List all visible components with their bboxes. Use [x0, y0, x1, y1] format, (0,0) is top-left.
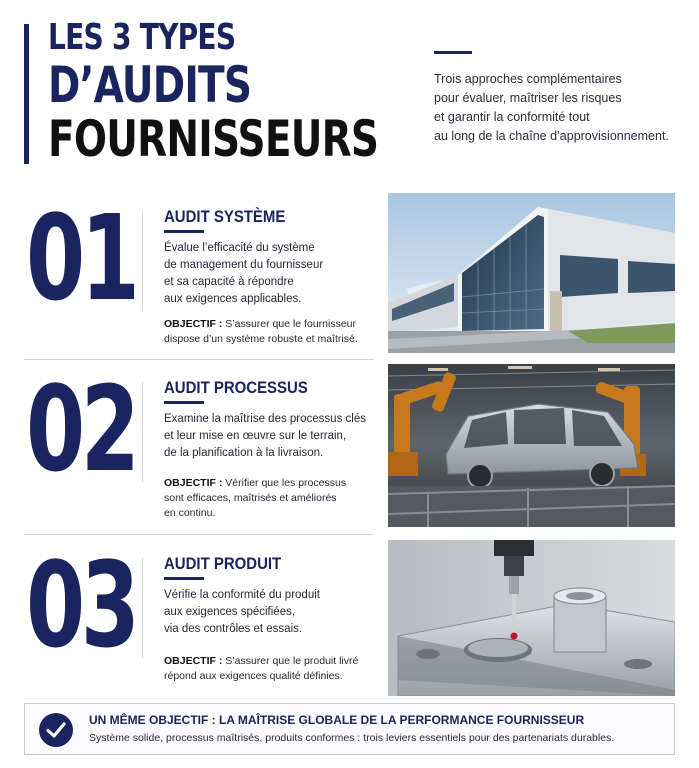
- section-title-rule: [164, 230, 204, 233]
- description-line: de management du fournisseur: [164, 259, 324, 271]
- section-title-rule: [164, 577, 204, 580]
- section-objective: [164, 476, 379, 521]
- objective-line: S’assurer que le produit livré: [225, 655, 359, 667]
- intro-line: pour évaluer, maîtriser les risques: [434, 91, 622, 105]
- car-assembly-line-robots-photo: [388, 364, 675, 527]
- section-title: AUDIT PRODUIT: [164, 554, 282, 573]
- description-line: via des contrôles et essais.: [164, 623, 303, 635]
- section-title: AUDIT SYSTÈME: [164, 207, 286, 226]
- section-objective: [164, 654, 379, 684]
- header: [0, 0, 699, 185]
- section-description: [164, 240, 379, 308]
- intro-line: Trois approches complémentaires: [434, 72, 622, 86]
- description-line: Vérifie la conformité du produit: [164, 589, 320, 601]
- footer-text: Système solide, processus maîtrisés, produits conformes : trois leviers essentiels pour des partenariats durables.: [89, 732, 615, 744]
- title-line-2: D’AUDITS: [48, 56, 252, 114]
- section-objective: [164, 317, 379, 347]
- section-audit-systeme: [0, 189, 699, 358]
- section-description: [164, 587, 379, 638]
- section-title: AUDIT PROCESSUS: [164, 378, 308, 397]
- objective-line: répond aux exigences qualité définies.: [164, 670, 343, 682]
- section-vertical-divider: [142, 382, 143, 482]
- title-line-3: FOURNISSEURS: [48, 110, 379, 168]
- cmm-probe-measuring-part-photo: [388, 540, 675, 696]
- checkmark-circle-icon: [39, 713, 73, 747]
- section-number: 03: [26, 536, 136, 674]
- modern-factory-building-photo: [388, 193, 675, 353]
- description-line: de la planification à la livraison.: [164, 447, 324, 459]
- section-divider: [24, 534, 374, 535]
- objective-line: S’assurer que le fournisseur: [225, 318, 356, 330]
- intro-text: [434, 70, 684, 146]
- objective-label: OBJECTIF :: [164, 477, 223, 489]
- objective-label: OBJECTIF :: [164, 318, 223, 330]
- intro-accent-rule: [434, 51, 472, 54]
- objective-label: OBJECTIF :: [164, 655, 223, 667]
- section-vertical-divider: [142, 211, 143, 311]
- section-number: 01: [26, 189, 136, 327]
- title-line-1: LES 3 TYPES: [48, 17, 236, 58]
- description-line: et sa capacité à répondre: [164, 276, 294, 288]
- section-number: 02: [26, 360, 136, 498]
- footer-title: UN MÊME OBJECTIF : LA MAÎTRISE GLOBALE DE LA PERFORMANCE FOURNISSEUR: [89, 713, 585, 727]
- page-title: [48, 17, 379, 168]
- section-description: [164, 411, 379, 462]
- intro-line: et garantir la conformité tout: [434, 110, 590, 124]
- description-line: aux exigences spécifiées,: [164, 606, 296, 618]
- footer-callout: [24, 703, 675, 755]
- description-line: et leur mise en œuvre sur le terrain,: [164, 430, 347, 442]
- objective-line: en continu.: [164, 507, 216, 519]
- title-accent-bar: [24, 24, 29, 164]
- objective-line: sont efficaces, maîtrisés et améliorés: [164, 492, 337, 504]
- objective-line: dispose d’un système robuste et maîtrisé.: [164, 333, 358, 345]
- section-audit-processus: [0, 360, 699, 532]
- section-audit-produit: [0, 536, 699, 696]
- objective-line: Vérifier que les processus: [225, 477, 347, 489]
- intro-line: au long de la chaîne d’approvisionnement.: [434, 129, 669, 143]
- section-title-rule: [164, 401, 204, 404]
- description-line: Examine la maîtrise des processus clés: [164, 413, 366, 425]
- section-vertical-divider: [142, 558, 143, 658]
- description-line: Évalue l’efficacité du système: [164, 242, 315, 254]
- description-line: aux exigences applicables.: [164, 293, 302, 305]
